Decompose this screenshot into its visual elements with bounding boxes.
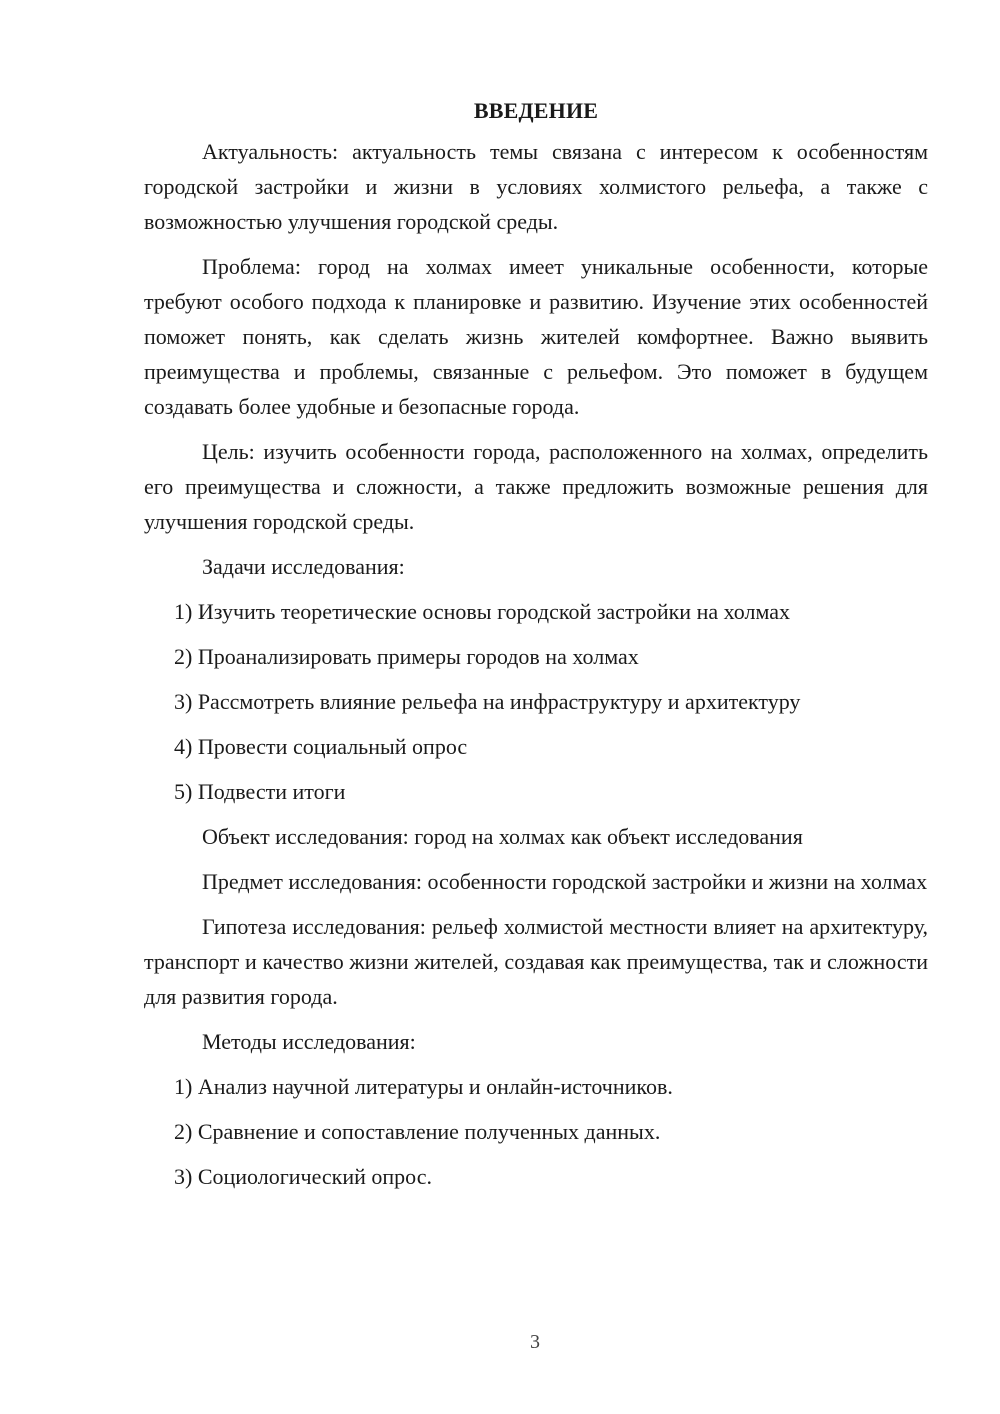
task-item: 4) Провести социальный опрос — [174, 734, 468, 759]
page-content — [144, 93, 928, 1204]
task-item: 3) Рассмотреть влияние рельефа на инфраструктуру и архитектуру — [174, 689, 801, 714]
section-title: ВВЕДЕНИЕ — [473, 98, 599, 123]
object-paragraph: Объект исследования: город на холмах как объект исследования — [202, 824, 803, 849]
page-number: 3 — [530, 1331, 540, 1353]
relevance-paragraph: Актуальность: актуальность темы связана с интересом к особенностям городской застройки и жизни в условиях холмистого рельефа, а также с возможностью улучшения городской среды. — [144, 139, 928, 234]
method-item: 2) Сравнение и сопоставление полученных данных. — [174, 1119, 661, 1144]
method-item: 3) Социологический опрос. — [174, 1164, 432, 1189]
method-item: 1) Анализ научной литературы и онлайн-источников. — [174, 1074, 673, 1099]
methods-heading: Методы исследования: — [202, 1029, 416, 1054]
task-item: 1) Изучить теоретические основы городской застройки на холмах — [174, 599, 790, 624]
subject-paragraph: Предмет исследования: особенности городской застройки и жизни на холмах — [202, 869, 928, 894]
task-item: 5) Подвести итоги — [174, 779, 346, 804]
problem-paragraph: Проблема: город на холмах имеет уникальные особенности, которые требуют особого подхода к планировке и развитию. Изучение этих особенностей поможет понять, как сделать жизнь жителей комфортнее. Важно выявить преимущества и проблемы, связанные с рельефом. Это поможет в будущем создавать более удобные и безопасные города. — [144, 254, 928, 419]
hypothesis-paragraph: Гипотеза исследования: рельеф холмистой местности влияет на архитектуру, транспорт и качество жизни жителей, создавая как преимущества, так и сложности для развития города. — [144, 914, 928, 1009]
tasks-heading: Задачи исследования: — [202, 554, 405, 579]
task-item: 2) Проанализировать примеры городов на холмах — [174, 644, 639, 669]
goal-paragraph: Цель: изучить особенности города, расположенного на холмах, определить его преимущества и сложности, а также предложить возможные решения для улучшения городской среды. — [144, 439, 928, 534]
